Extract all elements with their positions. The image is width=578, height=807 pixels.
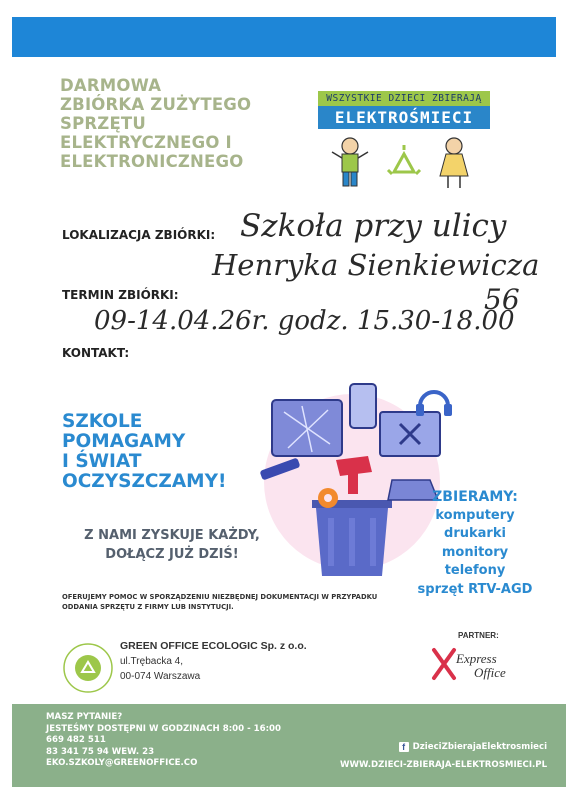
location-value-line1: Szkoła przy ulicy (240, 208, 507, 244)
collect-item: komputery (435, 507, 515, 523)
partner-logo (430, 646, 510, 686)
location-value-line2: Henryka Sienkiewicza (212, 248, 540, 282)
slogan-line: I ŚWIAT (62, 451, 142, 472)
help-note-line: OFERUJEMY POMOC W SPORZĄDZENIU NIEZBĘDNEJ DOKUMENTACJI W PRZYPADKU (62, 593, 378, 601)
campaign-logo-title: ELEKTROŚMIECI (318, 106, 490, 129)
boy-figure-icon (332, 138, 368, 186)
campaign-logo-tagline: WSZYSTKIE DZIECI ZBIERAJĄ (318, 91, 490, 106)
collect-list (400, 488, 550, 599)
recycle-icon (75, 655, 101, 681)
help-note-line: ODDANIA SPRZĘTU Z FIRMY LUB INSTYTUCJI. (62, 603, 234, 611)
company-name: GREEN OFFICE ECOLOGIC Sp. z o.o. (120, 640, 307, 652)
join-line: DOŁĄCZ JUŻ DZIŚ! (105, 547, 239, 562)
footer-links (340, 742, 547, 770)
campaign-logo (318, 91, 490, 129)
date-value: 09-14.04.26r. godz. 15.30-18.00 (94, 306, 515, 336)
slogan-line: POMAGAMY (62, 431, 186, 452)
website-link[interactable]: WWW.DZIECI-ZBIERAJA-ELEKTROSMIECI.PL (340, 760, 548, 770)
company-street: ul.Trębacka 4, (120, 656, 183, 667)
slogan (62, 412, 226, 492)
join-text (62, 526, 282, 564)
footer-hours: JESTEŚMY DOSTĘPNI W GODZINACH 8:00 - 16:00 (46, 723, 281, 734)
collect-title: ZBIERAMY: (432, 489, 518, 505)
footer-phone1: 669 482 511 (46, 735, 106, 746)
headline-line: ELEKTRONICZNEGO (60, 152, 244, 171)
location-value-line3: 56 (484, 283, 520, 316)
footer-question: MASZ PYTANIE? (46, 712, 123, 722)
date-label: TERMIN ZBIÓRKI: (62, 288, 179, 302)
headline-line: DARMOWA (60, 76, 162, 95)
partner-logo-line2: Office (474, 665, 506, 680)
footer-contact (46, 712, 281, 770)
facebook-link[interactable] (340, 742, 547, 752)
headline-line: SPRZĘTU (60, 114, 146, 133)
express-x-icon (430, 646, 458, 682)
headline-line: ELEKTRYCZNEGO I (60, 133, 232, 152)
girl-figure-icon (440, 138, 468, 188)
bin-icon (312, 500, 392, 576)
company-info (120, 639, 307, 684)
slogan-line: SZKOLE (62, 411, 143, 432)
partner-logo-line1: Express (456, 651, 497, 666)
footer-email[interactable]: EKO.SZKOLY@GREENOFFICE.CO (46, 758, 198, 769)
collect-item: drukarki (444, 526, 506, 541)
phone-icon (350, 384, 376, 428)
recycle-icon (388, 145, 420, 174)
collect-item: telefony (444, 563, 506, 578)
collect-item: sprzęt RTV-AGD (417, 581, 533, 597)
green-office-logo (62, 642, 114, 694)
company-city: 00-074 Warszawa (120, 671, 201, 682)
monitor-icon (272, 400, 342, 456)
contact-label: KONTAKT: (62, 346, 130, 360)
laptop-icon (380, 412, 440, 456)
join-line: Z NAMI ZYSKUJE KAŻDY, (84, 528, 260, 543)
slogan-line: OCZYSZCZAMY! (62, 471, 227, 492)
top-banner (12, 17, 556, 57)
headline-line: ZBIÓRKA ZUŻYTEGO (60, 95, 252, 114)
facebook-icon: f (399, 742, 409, 752)
facebook-name: DzieciZbierajaElektrosmieci (412, 742, 548, 752)
partner-label: PARTNER: (458, 631, 499, 640)
location-label: LOKALIZACJA ZBIÓRKI: (62, 228, 216, 242)
help-note (62, 592, 392, 612)
gear-icon (318, 488, 338, 508)
footer-phone2: 83 341 75 94 WEW. 23 (46, 746, 155, 757)
campaign-logo-art (318, 132, 490, 194)
headline (60, 76, 300, 171)
collect-item: monitory (441, 544, 509, 560)
